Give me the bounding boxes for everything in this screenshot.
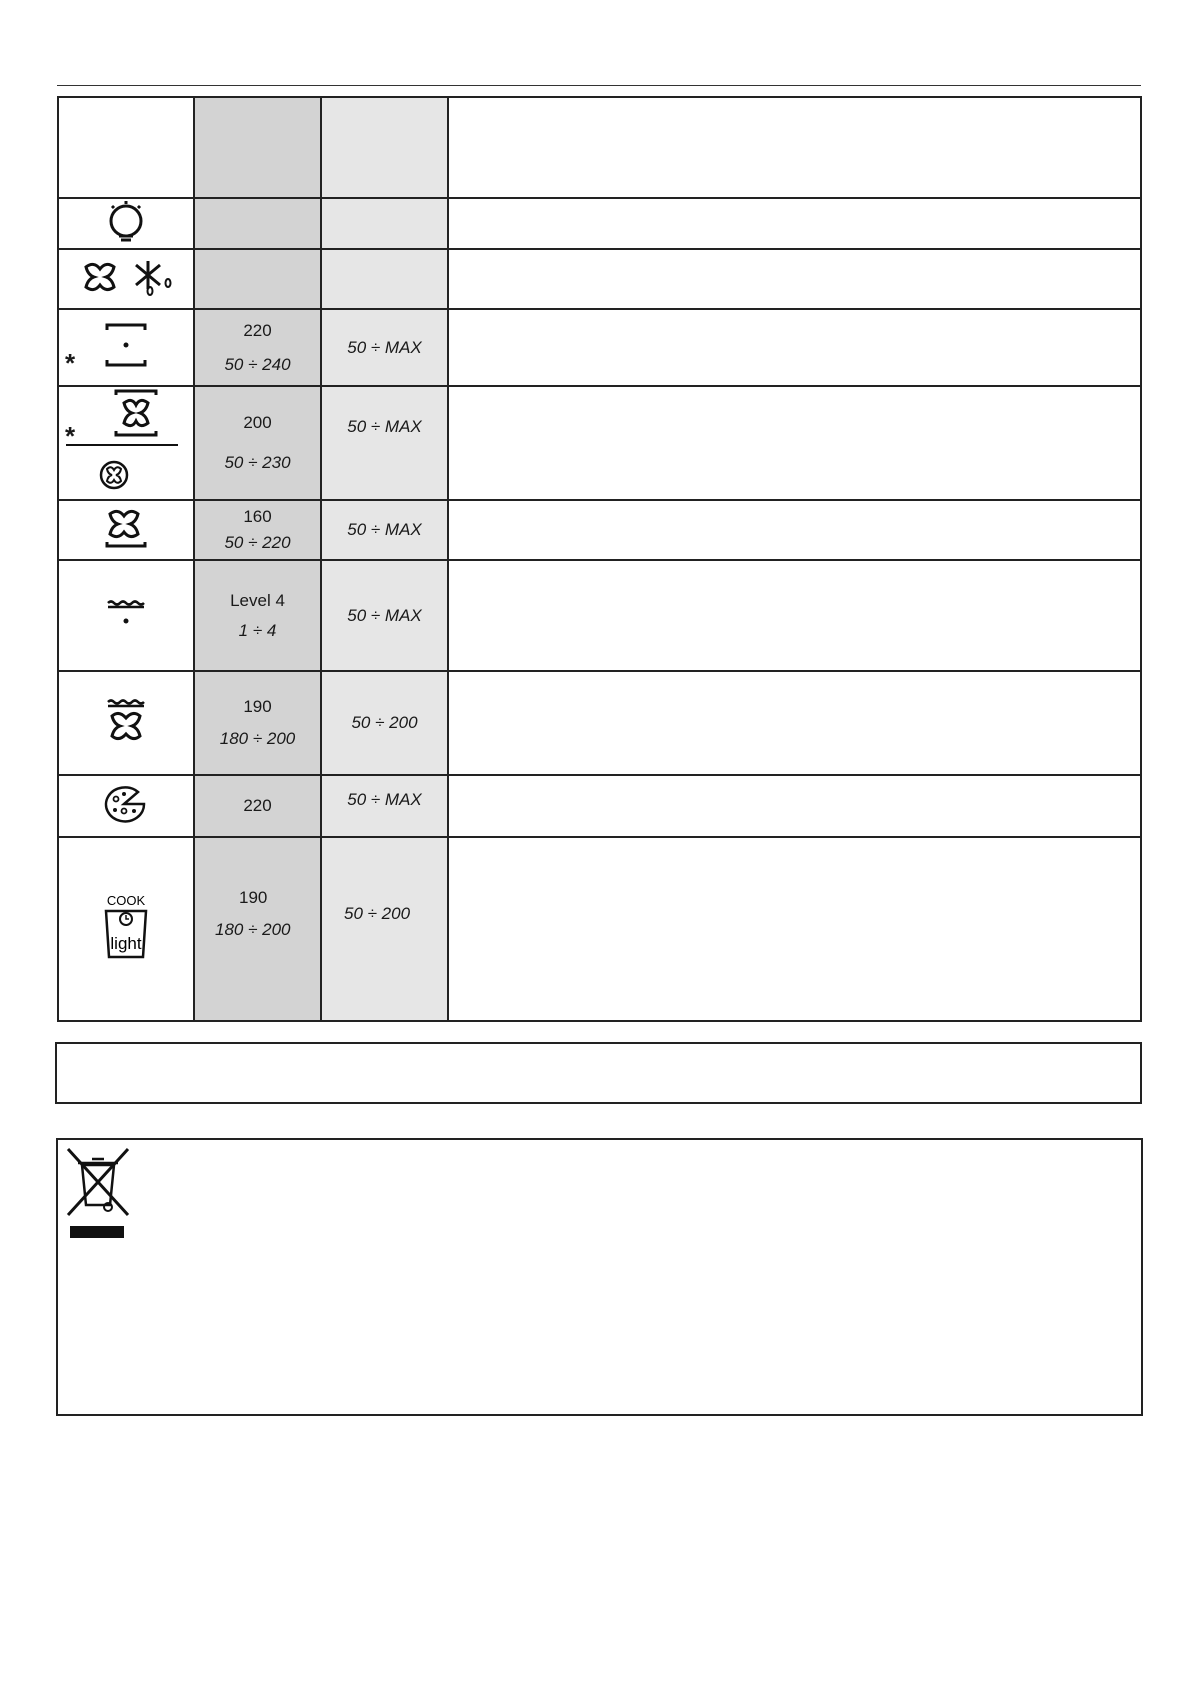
keep-warm-range: 50 ÷ MAX (347, 337, 422, 357)
header-default-cell (194, 97, 321, 198)
lamp-icon (104, 199, 148, 243)
keep-warm-range: 50 ÷ 200 (351, 713, 418, 732)
table-row (58, 560, 1141, 671)
asterisk-mark: * (65, 421, 76, 451)
top-rule (57, 85, 1141, 86)
table-row (58, 775, 1141, 837)
table-row (58, 837, 1141, 1021)
table-row (58, 97, 1141, 198)
header-icon-cell (58, 97, 194, 198)
table-row (58, 198, 1141, 249)
cook-text: COOK (106, 892, 146, 908)
default-temp: 220 (243, 320, 272, 340)
grill-range: 1 ÷ 4 (238, 620, 277, 640)
keep-warm-range: 50 ÷ 200 (344, 904, 411, 923)
asterisk-mark: * (65, 348, 76, 378)
keep-warm-range: 50 ÷ MAX (347, 790, 422, 809)
temp-range: 180 ÷ 200 (219, 729, 296, 748)
temp-range: 50 ÷ 240 (224, 354, 291, 374)
keep-warm-range: 50 ÷ MAX (347, 520, 422, 539)
table-row (58, 249, 1141, 309)
function-table (57, 96, 1142, 1022)
table-row (58, 500, 1141, 560)
temp-range: 180 ÷ 200 (215, 920, 291, 939)
default-temp: 190 (239, 888, 268, 907)
light-text: light (110, 933, 142, 953)
header-desc-cell (448, 97, 1141, 198)
keep-warm-range: 50 ÷ MAX (347, 417, 422, 436)
cook-light-icon (96, 893, 156, 961)
pizza-icon (104, 785, 148, 823)
default-temp: 220 (243, 796, 272, 815)
fan-bottom-icon (104, 506, 148, 550)
table-row (58, 671, 1141, 775)
temp-range: 50 ÷ 230 (224, 453, 291, 472)
crossed-bin-icon (64, 1145, 134, 1245)
temp-range: 50 ÷ 220 (224, 533, 291, 552)
default-temp: 200 (243, 413, 272, 432)
keep-warm-range: 50 ÷ MAX (347, 605, 422, 625)
table-row (58, 309, 1141, 386)
header-range-cell (321, 97, 448, 198)
fan-heat-icon (66, 389, 186, 493)
default-temp: 160 (243, 507, 272, 526)
default-temp: 190 (243, 697, 272, 716)
table-row (58, 386, 1141, 500)
grill-icon (104, 593, 148, 633)
fan-defrost-icon (76, 257, 176, 297)
weee-disposal-box (56, 1138, 1143, 1416)
note-box (55, 1042, 1142, 1104)
fan-grill-icon (104, 696, 148, 746)
top-bottom-heat-icon (104, 320, 148, 370)
grill-level: Level 4 (230, 590, 285, 610)
